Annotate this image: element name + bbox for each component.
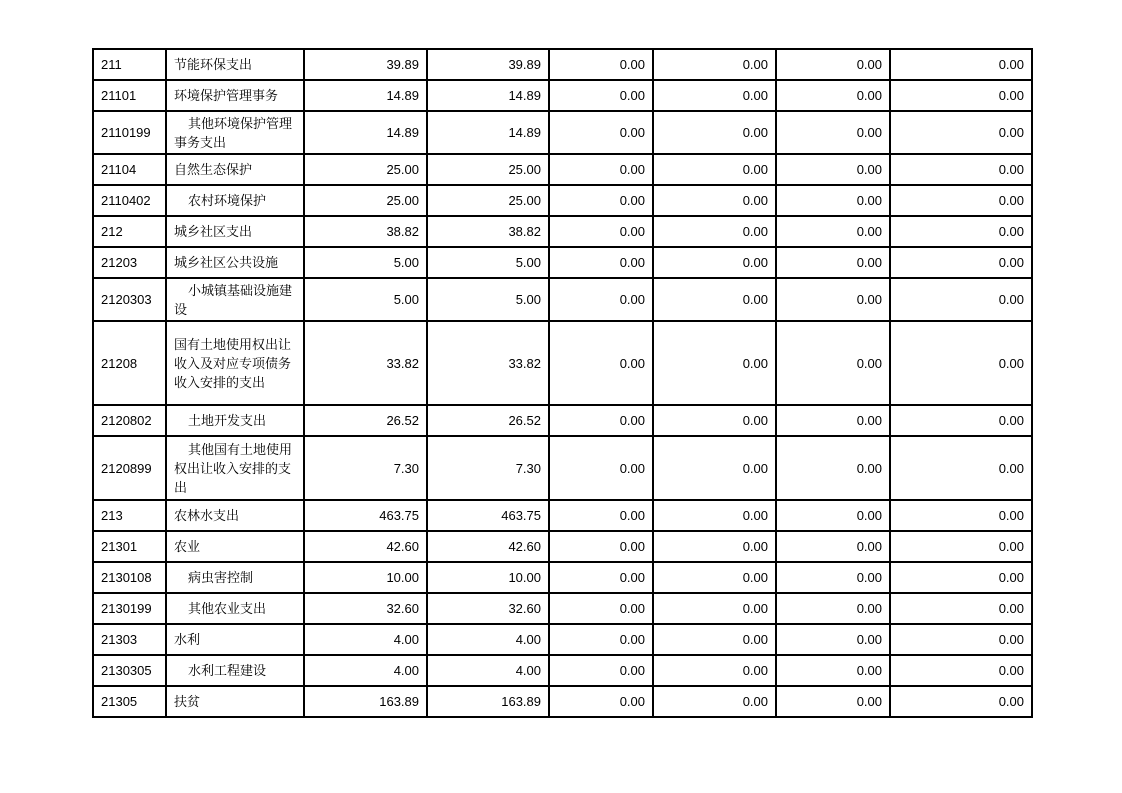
row-value-5: 0.00 [776, 321, 890, 405]
row-code: 21203 [93, 247, 166, 278]
row-value-2: 38.82 [427, 216, 549, 247]
row-value-6: 0.00 [890, 562, 1032, 593]
table-row [93, 686, 1032, 717]
row-name: 农村环境保护 [166, 185, 304, 216]
row-value-5: 0.00 [776, 624, 890, 655]
row-value-5: 0.00 [776, 247, 890, 278]
row-code: 21301 [93, 531, 166, 562]
row-name: 其他国有土地使用权出让收入安排的支出 [166, 436, 304, 500]
row-value-4: 0.00 [653, 500, 776, 531]
table-body [93, 49, 1032, 717]
row-name: 其他环境保护管理事务支出 [166, 111, 304, 154]
row-value-2: 25.00 [427, 154, 549, 185]
row-value-5: 0.00 [776, 154, 890, 185]
row-value-3: 0.00 [549, 49, 653, 80]
row-value-2: 32.60 [427, 593, 549, 624]
row-value-2: 25.00 [427, 185, 549, 216]
row-value-5: 0.00 [776, 562, 890, 593]
row-value-5: 0.00 [776, 185, 890, 216]
row-code: 21305 [93, 686, 166, 717]
row-value-2: 26.52 [427, 405, 549, 436]
row-value-3: 0.00 [549, 593, 653, 624]
row-value-4: 0.00 [653, 531, 776, 562]
row-value-2: 14.89 [427, 80, 549, 111]
row-value-1: 4.00 [304, 624, 427, 655]
row-value-2: 463.75 [427, 500, 549, 531]
table-row [93, 216, 1032, 247]
row-value-6: 0.00 [890, 655, 1032, 686]
row-name: 小城镇基础设施建设 [166, 278, 304, 321]
row-name: 水利工程建设 [166, 655, 304, 686]
row-value-6: 0.00 [890, 111, 1032, 154]
row-value-1: 7.30 [304, 436, 427, 500]
row-value-6: 0.00 [890, 686, 1032, 717]
table-row [93, 531, 1032, 562]
table-row [93, 154, 1032, 185]
row-value-2: 4.00 [427, 655, 549, 686]
table-row [93, 405, 1032, 436]
row-value-6: 0.00 [890, 154, 1032, 185]
table-row [93, 321, 1032, 405]
table-row [93, 80, 1032, 111]
row-value-5: 0.00 [776, 216, 890, 247]
row-value-6: 0.00 [890, 531, 1032, 562]
row-value-2: 39.89 [427, 49, 549, 80]
row-value-4: 0.00 [653, 111, 776, 154]
row-name: 城乡社区支出 [166, 216, 304, 247]
row-code: 21104 [93, 154, 166, 185]
table-row [93, 278, 1032, 321]
row-value-1: 4.00 [304, 655, 427, 686]
row-value-3: 0.00 [549, 247, 653, 278]
row-code: 2110402 [93, 185, 166, 216]
row-value-2: 5.00 [427, 247, 549, 278]
row-value-3: 0.00 [549, 686, 653, 717]
row-value-4: 0.00 [653, 247, 776, 278]
row-value-4: 0.00 [653, 436, 776, 500]
row-value-5: 0.00 [776, 111, 890, 154]
row-value-4: 0.00 [653, 405, 776, 436]
row-value-1: 5.00 [304, 278, 427, 321]
row-name: 农业 [166, 531, 304, 562]
row-value-3: 0.00 [549, 111, 653, 154]
row-value-6: 0.00 [890, 185, 1032, 216]
row-value-6: 0.00 [890, 321, 1032, 405]
row-name: 水利 [166, 624, 304, 655]
row-value-3: 0.00 [549, 278, 653, 321]
row-value-6: 0.00 [890, 216, 1032, 247]
row-value-4: 0.00 [653, 593, 776, 624]
row-value-6: 0.00 [890, 593, 1032, 624]
row-value-3: 0.00 [549, 436, 653, 500]
row-value-6: 0.00 [890, 436, 1032, 500]
row-name: 国有土地使用权出让收入及对应专项债务收入安排的支出 [166, 321, 304, 405]
row-value-1: 14.89 [304, 111, 427, 154]
row-code: 2130199 [93, 593, 166, 624]
row-value-5: 0.00 [776, 531, 890, 562]
table-row [93, 562, 1032, 593]
row-value-6: 0.00 [890, 278, 1032, 321]
row-value-4: 0.00 [653, 562, 776, 593]
row-value-4: 0.00 [653, 655, 776, 686]
row-value-2: 10.00 [427, 562, 549, 593]
row-value-1: 463.75 [304, 500, 427, 531]
row-value-1: 32.60 [304, 593, 427, 624]
row-code: 21101 [93, 80, 166, 111]
row-value-6: 0.00 [890, 500, 1032, 531]
row-value-3: 0.00 [549, 500, 653, 531]
row-value-2: 33.82 [427, 321, 549, 405]
row-value-5: 0.00 [776, 436, 890, 500]
row-code: 2130305 [93, 655, 166, 686]
row-value-3: 0.00 [549, 154, 653, 185]
row-code: 2120802 [93, 405, 166, 436]
row-name: 病虫害控制 [166, 562, 304, 593]
row-value-3: 0.00 [549, 216, 653, 247]
row-value-1: 25.00 [304, 185, 427, 216]
row-value-6: 0.00 [890, 49, 1032, 80]
row-value-6: 0.00 [890, 247, 1032, 278]
table-row [93, 111, 1032, 154]
table-row [93, 436, 1032, 500]
row-value-4: 0.00 [653, 49, 776, 80]
row-value-4: 0.00 [653, 686, 776, 717]
budget-table [92, 48, 1033, 718]
row-code: 2120899 [93, 436, 166, 500]
row-value-1: 38.82 [304, 216, 427, 247]
table-row [93, 500, 1032, 531]
row-name: 扶贫 [166, 686, 304, 717]
row-code: 211 [93, 49, 166, 80]
row-value-2: 5.00 [427, 278, 549, 321]
row-value-5: 0.00 [776, 593, 890, 624]
row-value-5: 0.00 [776, 686, 890, 717]
row-code: 2110199 [93, 111, 166, 154]
row-value-3: 0.00 [549, 185, 653, 216]
row-value-5: 0.00 [776, 405, 890, 436]
row-value-1: 39.89 [304, 49, 427, 80]
row-value-5: 0.00 [776, 278, 890, 321]
row-value-4: 0.00 [653, 185, 776, 216]
row-value-1: 33.82 [304, 321, 427, 405]
table-row [93, 185, 1032, 216]
row-value-2: 163.89 [427, 686, 549, 717]
row-value-4: 0.00 [653, 80, 776, 111]
row-value-1: 163.89 [304, 686, 427, 717]
row-code: 21303 [93, 624, 166, 655]
row-value-3: 0.00 [549, 655, 653, 686]
row-value-4: 0.00 [653, 278, 776, 321]
table-row [93, 49, 1032, 80]
row-code: 2130108 [93, 562, 166, 593]
row-code: 213 [93, 500, 166, 531]
row-name: 土地开发支出 [166, 405, 304, 436]
row-value-6: 0.00 [890, 624, 1032, 655]
row-value-4: 0.00 [653, 154, 776, 185]
row-value-1: 10.00 [304, 562, 427, 593]
row-name: 其他农业支出 [166, 593, 304, 624]
row-value-2: 7.30 [427, 436, 549, 500]
row-name: 农林水支出 [166, 500, 304, 531]
table-row [93, 593, 1032, 624]
row-value-1: 14.89 [304, 80, 427, 111]
row-value-3: 0.00 [549, 531, 653, 562]
row-value-2: 14.89 [427, 111, 549, 154]
row-value-4: 0.00 [653, 321, 776, 405]
table-row [93, 624, 1032, 655]
row-value-1: 26.52 [304, 405, 427, 436]
row-value-3: 0.00 [549, 321, 653, 405]
row-value-4: 0.00 [653, 216, 776, 247]
row-value-1: 25.00 [304, 154, 427, 185]
row-name: 自然生态保护 [166, 154, 304, 185]
row-value-2: 42.60 [427, 531, 549, 562]
row-value-6: 0.00 [890, 80, 1032, 111]
row-name: 环境保护管理事务 [166, 80, 304, 111]
table-row [93, 655, 1032, 686]
row-name: 城乡社区公共设施 [166, 247, 304, 278]
row-value-6: 0.00 [890, 405, 1032, 436]
row-value-4: 0.00 [653, 624, 776, 655]
row-value-3: 0.00 [549, 562, 653, 593]
row-code: 212 [93, 216, 166, 247]
row-code: 2120303 [93, 278, 166, 321]
row-code: 21208 [93, 321, 166, 405]
row-value-3: 0.00 [549, 624, 653, 655]
row-value-5: 0.00 [776, 49, 890, 80]
row-value-2: 4.00 [427, 624, 549, 655]
row-value-3: 0.00 [549, 405, 653, 436]
table-row [93, 247, 1032, 278]
row-value-1: 5.00 [304, 247, 427, 278]
row-value-5: 0.00 [776, 500, 890, 531]
row-value-3: 0.00 [549, 80, 653, 111]
row-value-5: 0.00 [776, 655, 890, 686]
row-value-5: 0.00 [776, 80, 890, 111]
row-name: 节能环保支出 [166, 49, 304, 80]
row-value-1: 42.60 [304, 531, 427, 562]
